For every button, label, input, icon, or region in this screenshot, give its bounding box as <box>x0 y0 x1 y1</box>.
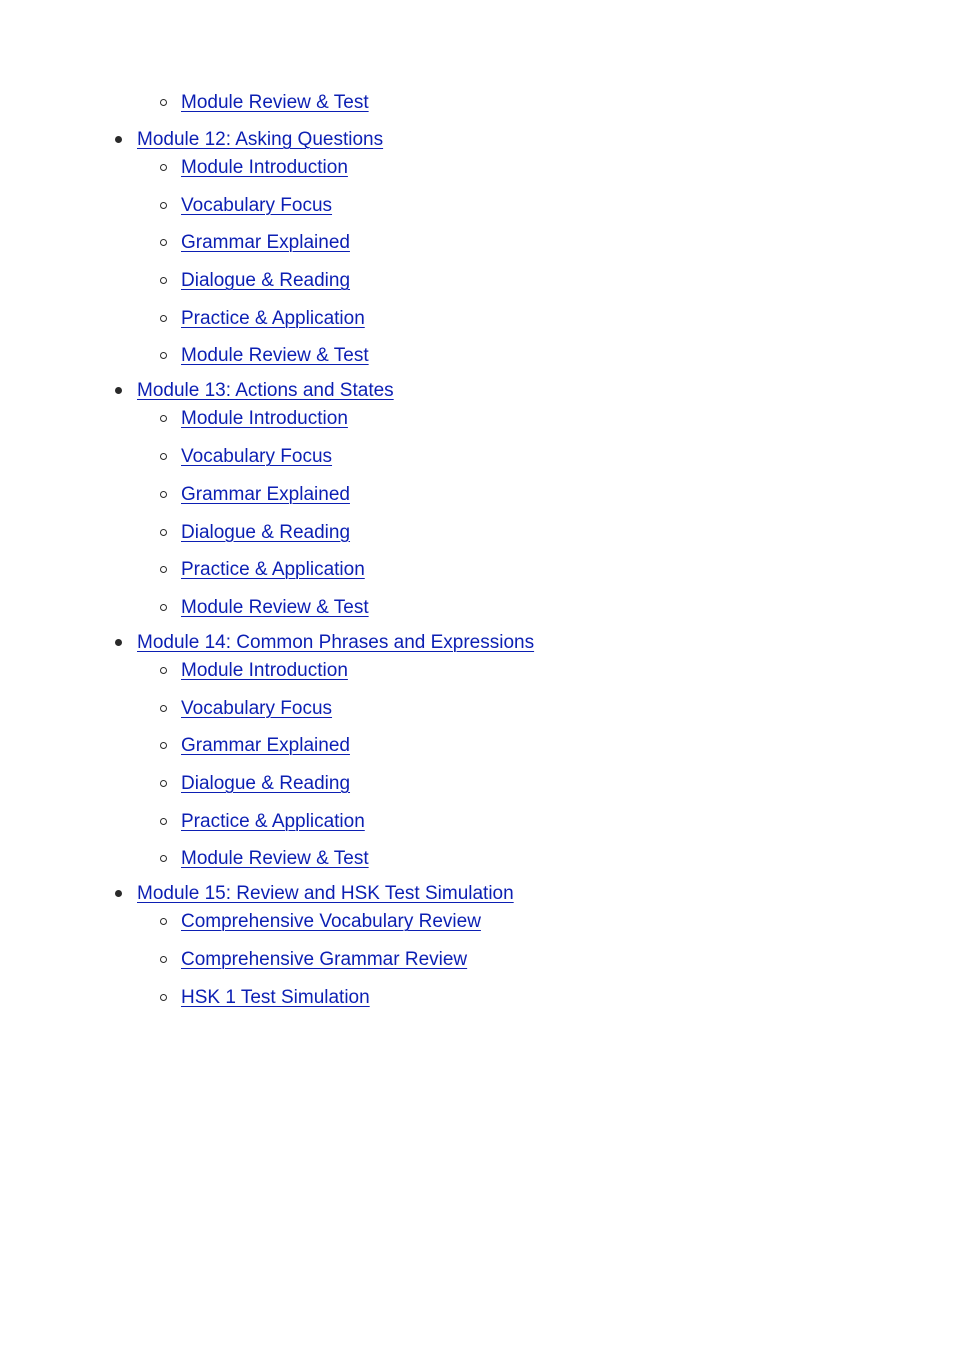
lesson-item <box>137 90 960 116</box>
lesson-item <box>137 771 960 797</box>
circle-bullet-icon <box>160 994 167 1001</box>
lesson-list <box>137 90 960 116</box>
circle-bullet-icon <box>160 667 167 674</box>
lesson-link[interactable]: Module Review & Test <box>181 345 369 367</box>
lesson-item <box>137 306 960 332</box>
module-item <box>0 881 960 1010</box>
lesson-item <box>137 406 960 432</box>
lesson-link[interactable]: Practice & Application <box>181 810 365 832</box>
lesson-link[interactable]: Module Introduction <box>181 157 348 178</box>
circle-bullet-icon <box>160 529 167 536</box>
lesson-link[interactable]: Comprehensive Vocabulary Review <box>181 911 481 933</box>
lesson-item <box>137 482 960 508</box>
lesson-item <box>137 909 960 935</box>
module-link[interactable]: Module 13: Actions and States <box>137 380 394 402</box>
lesson-link[interactable]: Dialogue & Reading <box>181 270 351 292</box>
module-link[interactable]: Module 15: Review and HSK Test Simulation <box>137 883 514 905</box>
lesson-link[interactable]: Grammar Explained <box>181 232 350 254</box>
lesson-link[interactable]: Vocabulary Focus <box>181 697 333 719</box>
lesson-item <box>137 520 960 546</box>
circle-bullet-icon <box>160 780 167 787</box>
lesson-item <box>137 595 960 621</box>
circle-bullet-icon <box>160 277 167 284</box>
lesson-item <box>137 268 960 294</box>
circle-bullet-icon <box>160 453 167 460</box>
disc-bullet-icon <box>115 890 122 897</box>
lesson-list <box>137 155 960 369</box>
lesson-link[interactable]: Vocabulary Focus <box>181 446 333 468</box>
lesson-link[interactable]: Module Introduction <box>181 408 348 430</box>
lesson-item <box>137 696 960 722</box>
lesson-link[interactable]: Comprehensive Grammar Review <box>181 949 468 970</box>
lesson-list <box>137 909 960 1010</box>
lesson-item <box>137 733 960 759</box>
lesson-item <box>137 343 960 369</box>
circle-bullet-icon <box>160 415 167 422</box>
lesson-item <box>137 155 960 181</box>
module-link[interactable]: Module 12: Asking Questions <box>137 129 384 150</box>
lesson-link[interactable]: Practice & Application <box>181 307 365 329</box>
circle-bullet-icon <box>160 604 167 611</box>
module-list <box>0 90 960 1011</box>
circle-bullet-icon <box>160 239 167 246</box>
circle-bullet-icon <box>160 918 167 925</box>
module-item <box>0 630 960 872</box>
lesson-item <box>137 230 960 256</box>
table-of-contents <box>0 90 960 1020</box>
circle-bullet-icon <box>160 352 167 359</box>
lesson-list <box>137 658 960 872</box>
module-item <box>0 127 960 369</box>
circle-bullet-icon <box>160 742 167 749</box>
lesson-item <box>137 947 960 973</box>
circle-bullet-icon <box>160 164 167 171</box>
lesson-item <box>137 985 960 1011</box>
disc-bullet-icon <box>115 387 122 394</box>
module-continuation <box>0 90 960 116</box>
circle-bullet-icon <box>160 566 167 573</box>
lesson-link[interactable]: Dialogue & Reading <box>181 521 351 543</box>
lesson-link[interactable]: Module Review & Test <box>181 596 369 618</box>
lesson-link[interactable]: Module Introduction <box>181 659 348 681</box>
lesson-item <box>137 557 960 583</box>
circle-bullet-icon <box>160 202 167 209</box>
lesson-link[interactable]: Module Review & Test <box>181 848 369 870</box>
lesson-link[interactable]: Grammar Explained <box>181 483 350 505</box>
lesson-item <box>137 444 960 470</box>
circle-bullet-icon <box>160 818 167 825</box>
circle-bullet-icon <box>160 855 167 862</box>
module-item <box>0 378 960 620</box>
disc-bullet-icon <box>115 136 122 143</box>
lesson-link[interactable]: Vocabulary Focus <box>181 194 333 216</box>
lesson-link[interactable]: Grammar Explained <box>181 735 350 757</box>
circle-bullet-icon <box>160 315 167 322</box>
circle-bullet-icon <box>160 705 167 712</box>
circle-bullet-icon <box>160 99 167 106</box>
lesson-link[interactable]: Practice & Application <box>181 559 365 581</box>
circle-bullet-icon <box>160 491 167 498</box>
lesson-item <box>137 809 960 835</box>
lesson-list <box>137 406 960 620</box>
module-link[interactable]: Module 14: Common Phrases and Expressions <box>137 631 535 653</box>
lesson-link[interactable]: HSK 1 Test Simulation <box>181 986 370 1008</box>
disc-bullet-icon <box>115 639 122 646</box>
lesson-link[interactable]: Dialogue & Reading <box>181 772 351 794</box>
circle-bullet-icon <box>160 956 167 963</box>
lesson-item <box>137 193 960 219</box>
lesson-item <box>137 846 960 872</box>
lesson-item <box>137 658 960 684</box>
lesson-link[interactable]: Module Review & Test <box>181 92 369 113</box>
